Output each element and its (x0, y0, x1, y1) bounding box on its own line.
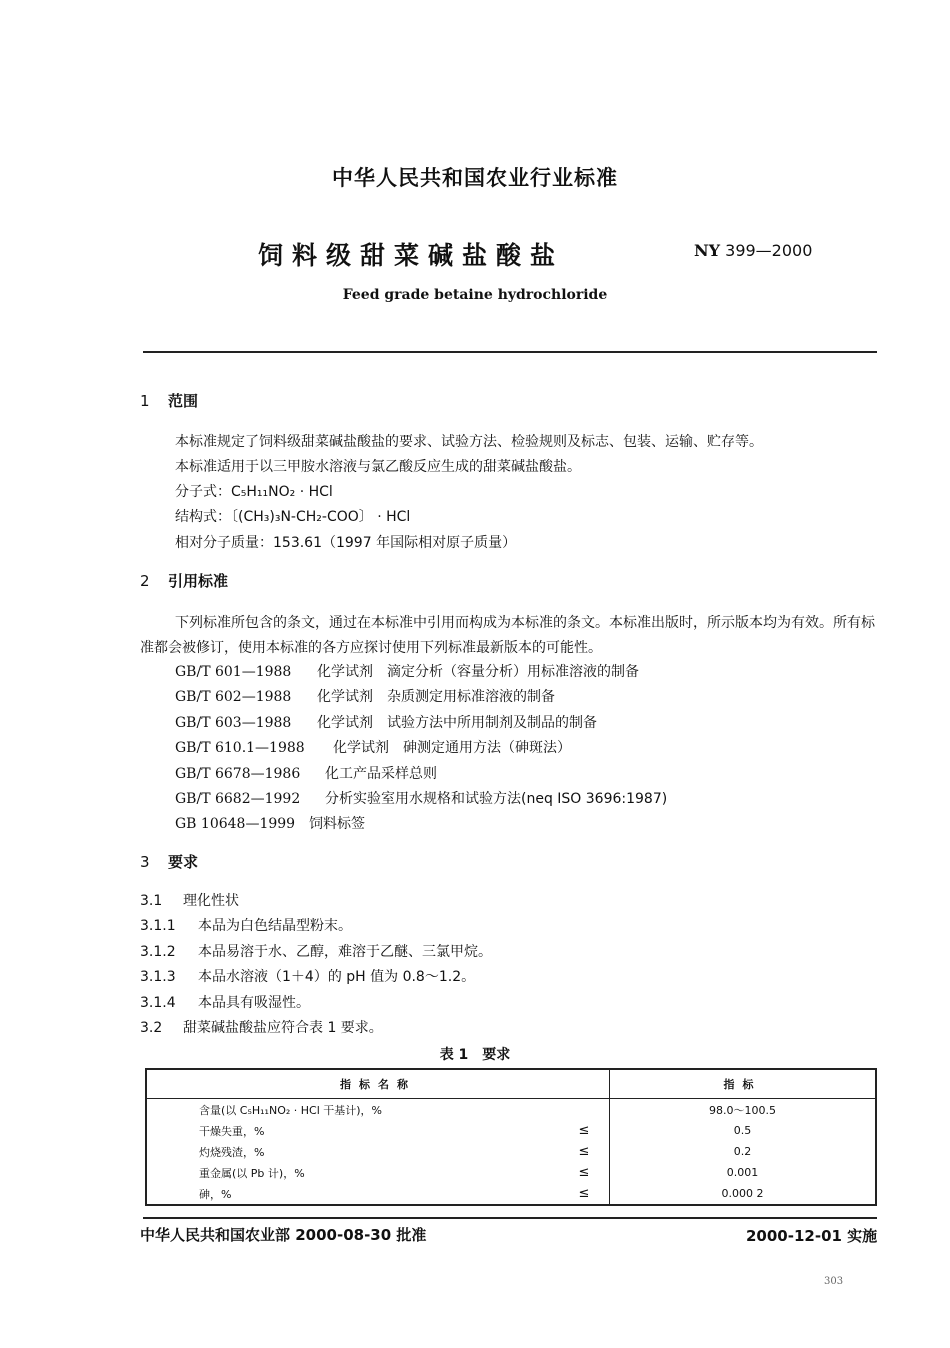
indicator-name: 含量(以 C₅H₁₁NO₂ · HCl 干基计)，% (199, 1103, 383, 1117)
indicator-name: 重金属(以 Pb 计)，% (199, 1166, 305, 1180)
reference-title: 分析实验室用水规格和试验方法(neq ISO 3696:1987) (325, 791, 668, 807)
clause-number: 3.1.1 (140, 918, 176, 934)
section-title: 范围 (168, 392, 199, 410)
reference-title: 饲料标签 (309, 816, 365, 832)
table-row (146, 1099, 876, 1121)
requirement-item (140, 1017, 383, 1037)
reference-code: GB/T 602—1988 (175, 689, 292, 705)
clause-number: 3.1.4 (140, 995, 176, 1011)
page-number: 303 (824, 1276, 844, 1287)
table-header-row (146, 1069, 876, 1099)
standard-code (694, 241, 812, 260)
requirement-item (140, 992, 310, 1012)
clause-number: 3.1 (140, 893, 163, 909)
indicator-value: 0.000 2 (721, 1187, 764, 1200)
indicator-operator (559, 1099, 610, 1121)
clause-text: 本品为白色结晶型粉末。 (198, 918, 352, 934)
reference-code: GB/T 603—1988 (175, 715, 292, 731)
section-1-heading (140, 390, 198, 411)
approval-statement: 中华人民共和国农业部 2000-08-30 批准 (140, 1226, 427, 1244)
reference-title: 化学试剂 砷测定通用方法（砷斑法） (333, 740, 571, 756)
indicator-name: 灼烧残渣，% (199, 1145, 265, 1159)
header-indicator-name: 指标名称 (146, 1069, 610, 1099)
indicator-value: 0.2 (733, 1145, 752, 1158)
section-2-heading (140, 570, 228, 591)
clause-text: 本品易溶于水、乙醇，难溶于乙醚、三氯甲烷。 (198, 944, 492, 960)
section-number: 3 (140, 853, 150, 871)
section-number: 1 (140, 392, 150, 410)
table-row (146, 1183, 876, 1205)
clause-text: 本品具有吸湿性。 (198, 995, 310, 1011)
structural-formula (175, 506, 410, 526)
scope-paragraph-1: 本标准规定了饲料级甜菜碱盐酸盐的要求、试验方法、检验规则及标志、包装、运输、贮存等。 (175, 434, 763, 450)
requirement-item (140, 915, 352, 935)
indicator-operator: ≤ (559, 1141, 610, 1162)
table-row (146, 1120, 876, 1141)
document-title: 饲料级甜菜碱盐酸盐 (258, 241, 565, 270)
reference-title: 化工产品采样总则 (325, 766, 437, 782)
header-divider (143, 351, 877, 353)
indicator-value: 0.5 (733, 1124, 752, 1137)
document-title-english: Feed grade betaine hydrochloride (342, 287, 608, 303)
requirements-table (145, 1068, 877, 1206)
footer-divider (143, 1217, 877, 1219)
section-title: 引用标准 (168, 572, 229, 590)
reference-item (175, 686, 555, 706)
header-indicator-value: 指标 (610, 1069, 877, 1099)
mass-label: 相对分子质量： (175, 535, 273, 551)
table-row (146, 1141, 876, 1162)
reference-code: GB/T 6678—1986 (175, 766, 301, 782)
reference-title: 化学试剂 杂质测定用标准溶液的制备 (317, 689, 555, 705)
issuing-organization: 中华人民共和国农业行业标准 (332, 166, 618, 190)
indicator-value: 0.001 (726, 1166, 759, 1179)
reference-item (175, 788, 667, 808)
clause-text: 甜菜碱盐酸盐应符合表 1 要求。 (183, 1020, 383, 1036)
structure-value: 〔(CH₃)₃N-CH₂-COO〕 · HCl (231, 509, 411, 525)
reference-title: 化学试剂 滴定分析（容量分析）用标准溶液的制备 (317, 664, 639, 680)
section-number: 2 (140, 572, 150, 590)
reference-item (175, 661, 639, 681)
indicator-operator: ≤ (559, 1162, 610, 1183)
indicator-name: 砷，% (199, 1187, 232, 1201)
molecular-formula (175, 481, 333, 501)
scope-paragraph-2: 本标准适用于以三甲胺水溶液与氯乙酸反应生成的甜菜碱盐酸盐。 (175, 459, 581, 475)
reference-item (175, 712, 597, 732)
standard-code-number: 399—2000 (725, 241, 813, 260)
reference-item (175, 813, 365, 833)
clause-number: 3.1.3 (140, 969, 176, 985)
reference-item (175, 763, 437, 783)
section-3-heading (140, 851, 198, 872)
reference-item (175, 737, 571, 757)
mass-value: 153.61（1997 年国际相对原子质量） (273, 535, 517, 551)
table-row (146, 1162, 876, 1183)
clause-text: 理化性状 (183, 893, 239, 909)
standard-code-prefix: NY (694, 241, 721, 260)
reference-code: GB/T 601—1988 (175, 664, 292, 680)
molecular-mass (175, 532, 516, 552)
formula-value: C₅H₁₁NO₂ · HCl (231, 484, 333, 500)
formula-label: 分子式： (175, 484, 231, 500)
implementation-date: 2000-12-01 实施 (746, 1227, 878, 1245)
section-title: 要求 (168, 853, 199, 871)
clause-number: 3.2 (140, 1020, 163, 1036)
clause-text: 本品水溶液（1＋4）的 pH 值为 0.8～1.2。 (198, 969, 476, 985)
requirement-item (140, 941, 492, 961)
requirement-item (140, 966, 475, 986)
indicator-operator: ≤ (559, 1120, 610, 1141)
reference-code: GB/T 6682—1992 (175, 791, 301, 807)
reference-code: GB/T 610.1—1988 (175, 740, 305, 756)
reference-title: 化学试剂 试验方法中所用制剂及制品的制备 (317, 715, 597, 731)
indicator-name: 干燥失重，% (199, 1124, 265, 1138)
table-caption: 表 1 要求 (439, 1047, 511, 1063)
reference-code: GB 10648—1999 (175, 816, 296, 832)
indicator-operator: ≤ (559, 1183, 610, 1205)
clause-number: 3.1.2 (140, 944, 176, 960)
structure-label: 结构式： (175, 509, 231, 525)
indicator-value: 98.0～100.5 (709, 1103, 776, 1117)
requirement-item (140, 890, 239, 910)
references-intro: 下列标准所包含的条文，通过在本标准中引用而构成为本标准的条文。本标准出版时，所示版本均为有效。所有标准都会被修订，使用本标准的各方应探讨使用下列标准最新版本的可能性。 (140, 615, 875, 656)
